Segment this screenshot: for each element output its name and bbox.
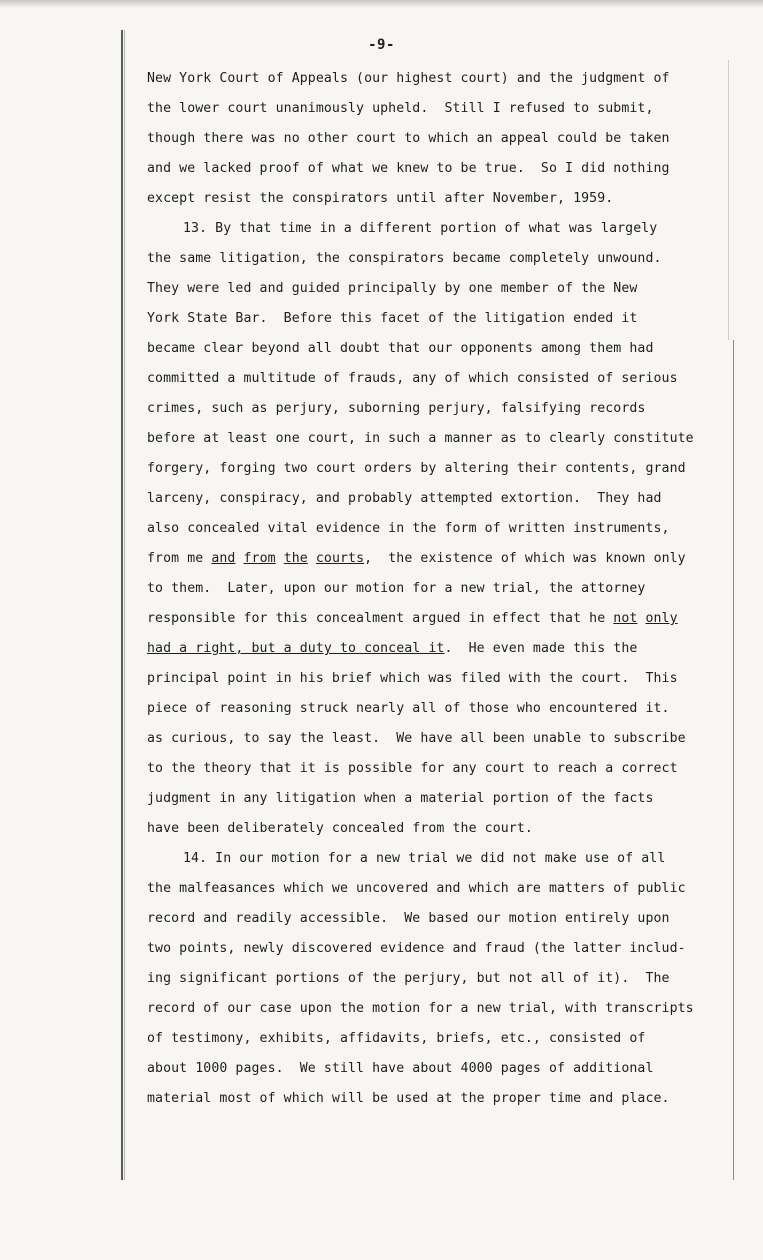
text-line: judgment in any litigation when a material portion of the facts	[147, 791, 654, 806]
text-line: and we lacked proof of what we knew to be true. So I did nothing	[147, 161, 670, 176]
left-margin-rule	[121, 30, 123, 1180]
underlined-text: the	[283, 551, 308, 566]
text-line: two points, newly discovered evidence and fraud (the latter includ-	[147, 941, 686, 956]
underlined-text: had a right, but a duty to conceal it	[147, 641, 445, 656]
text-line: also concealed vital evidence in the form of written instruments,	[147, 521, 670, 536]
text-line	[147, 544, 763, 574]
underlined-text: courts	[315, 551, 365, 566]
underlined-text: only	[645, 611, 678, 626]
page-number: -9-	[368, 37, 395, 53]
text-line: the same litigation, the conspirators became completely unwound.	[147, 251, 662, 266]
text-segment: responsible for this concealment argued in effect that he	[147, 611, 614, 626]
text-line: York State Bar. Before this facet of the litigation ended it	[147, 311, 638, 326]
text-line: before at least one court, in such a manner as to clearly constitute	[147, 431, 694, 446]
text-line: though there was no other court to which an appeal could be taken	[147, 131, 670, 146]
page-top-edge	[0, 0, 763, 8]
text-segment: , the existence of which was known only	[364, 551, 686, 566]
text-line: forgery, forging two court orders by altering their contents, grand	[147, 461, 686, 476]
text-line: the lower court unanimously upheld. Still I refused to submit,	[147, 101, 654, 116]
text-line: except resist the conspirators until after November, 1959.	[147, 191, 614, 206]
text-line: larceny, conspiracy, and probably attempted extortion. They had	[147, 491, 662, 506]
text-line: principal point in his brief which was filed with the court. This	[147, 671, 678, 686]
text-line: became clear beyond all doubt that our opponents among them had	[147, 341, 654, 356]
text-line: to the theory that it is possible for any court to reach a correct	[147, 761, 678, 776]
text-line: have been deliberately concealed from the court.	[147, 821, 533, 836]
text-segment	[276, 551, 284, 566]
text-line: piece of reasoning struck nearly all of those who encountered it.	[147, 701, 670, 716]
text-line: committed a multitude of frauds, any of which consisted of serious	[147, 371, 678, 386]
text-line: They were led and guided principally by one member of the New	[147, 281, 638, 296]
text-line: about 1000 pages. We still have about 4000 pages of additional	[147, 1061, 654, 1076]
text-line: 13. By that time in a different portion of what was largely	[183, 221, 658, 236]
left-margin-rule-thin	[124, 30, 125, 1180]
text-line	[147, 604, 763, 634]
text-line	[147, 634, 763, 664]
text-line: record of our case upon the motion for a new trial, with transcripts	[147, 1001, 694, 1016]
text-line: New York Court of Appeals (our highest court) and the judgment of	[147, 71, 670, 86]
text-segment	[308, 551, 316, 566]
text-line: record and readily accessible. We based our motion entirely upon	[147, 911, 670, 926]
underlined-text: and	[211, 551, 236, 566]
document-body	[147, 64, 763, 1114]
text-segment: from me	[147, 551, 212, 566]
underlined-text: not	[613, 611, 638, 626]
text-line: 14. In our motion for a new trial we did not make use of all	[183, 851, 666, 866]
underlined-text: from	[243, 551, 276, 566]
text-line: material most of which will be used at the proper time and place.	[147, 1091, 670, 1106]
text-line: crimes, such as perjury, suborning perjury, falsifying records	[147, 401, 646, 416]
text-line: the malfeasances which we uncovered and which are matters of public	[147, 881, 686, 896]
text-segment	[235, 551, 243, 566]
text-line: of testimony, exhibits, affidavits, briefs, etc., consisted of	[147, 1031, 646, 1046]
text-line: ing significant portions of the perjury, but not all of it). The	[147, 971, 670, 986]
text-segment: . He even made this the	[444, 641, 638, 656]
text-line: to them. Later, upon our motion for a new trial, the attorney	[147, 581, 646, 596]
text-line: as curious, to say the least. We have all been unable to subscribe	[147, 731, 686, 746]
